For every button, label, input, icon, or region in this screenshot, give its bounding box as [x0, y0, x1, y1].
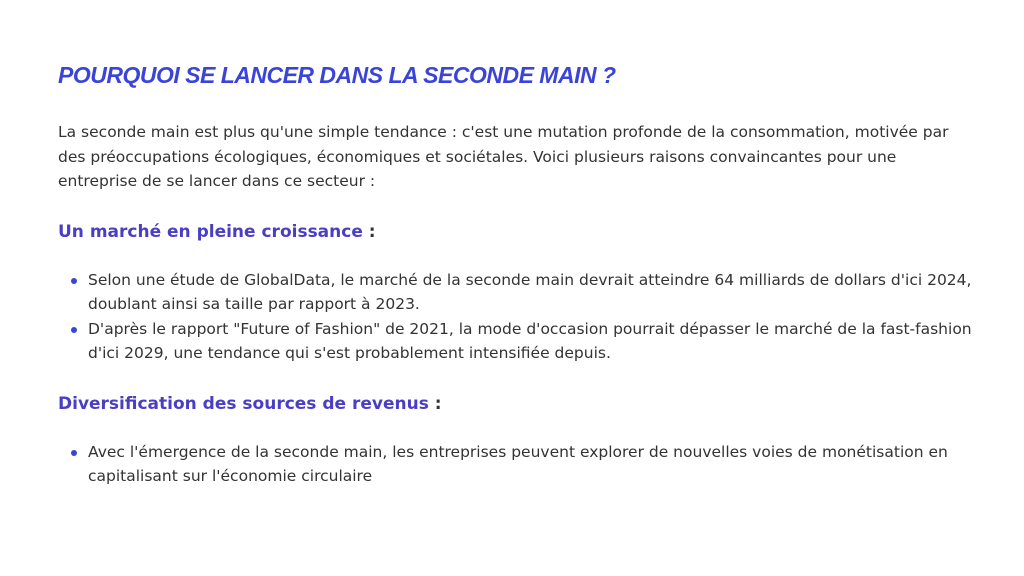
list-item-text: Avec l'émergence de la seconde main, les entreprises peuvent explorer de nouvelles voies de monétisation en capitalisant sur l'économie circulaire — [88, 442, 948, 485]
bullet-dot-icon — [71, 450, 77, 456]
section-heading-revenue-diversification — [58, 392, 978, 416]
list-item — [58, 317, 978, 366]
intro-paragraph: La seconde main est plus qu'une simple tendance : c'est une mutation profonde de la consommation, motivée par des préoccupations écologiques, économiques et sociétales. Voici plusieurs raisons convaincantes pour une entreprise de se lancer dans ce secteur : — [58, 123, 949, 190]
section-heading-market-growth-suffix: : — [362, 221, 376, 242]
market-growth-list — [58, 268, 978, 366]
section-heading-revenue-diversification-suffix: : — [428, 393, 442, 414]
revenue-diversification-list — [58, 440, 978, 489]
list-item-text: Selon une étude de GlobalData, le marché de la seconde main devrait atteindre 64 milliards de dollars d'ici 2024, doublant ainsi sa taille par rapport à 2023. — [88, 270, 972, 313]
bullet-dot-icon — [71, 278, 77, 284]
list-item-text: D'après le rapport "Future of Fashion" de 2021, la mode d'occasion pourrait dépasser le marché de la fast-fashion d'ici 2029, une tendance qui s'est probablement intensifiée depuis. — [88, 319, 972, 362]
document-page — [58, 58, 978, 489]
section-heading-market-growth — [58, 220, 978, 244]
list-item — [58, 440, 978, 489]
bullet-dot-icon — [71, 327, 77, 333]
page-title: POURQUOI SE LANCER DANS LA SECONDE MAIN ? — [58, 62, 616, 88]
list-item — [58, 268, 978, 317]
section-heading-market-growth-text: Un marché en pleine croissance — [58, 221, 363, 242]
section-heading-revenue-diversification-text: Diversification des sources de revenus — [58, 393, 429, 414]
